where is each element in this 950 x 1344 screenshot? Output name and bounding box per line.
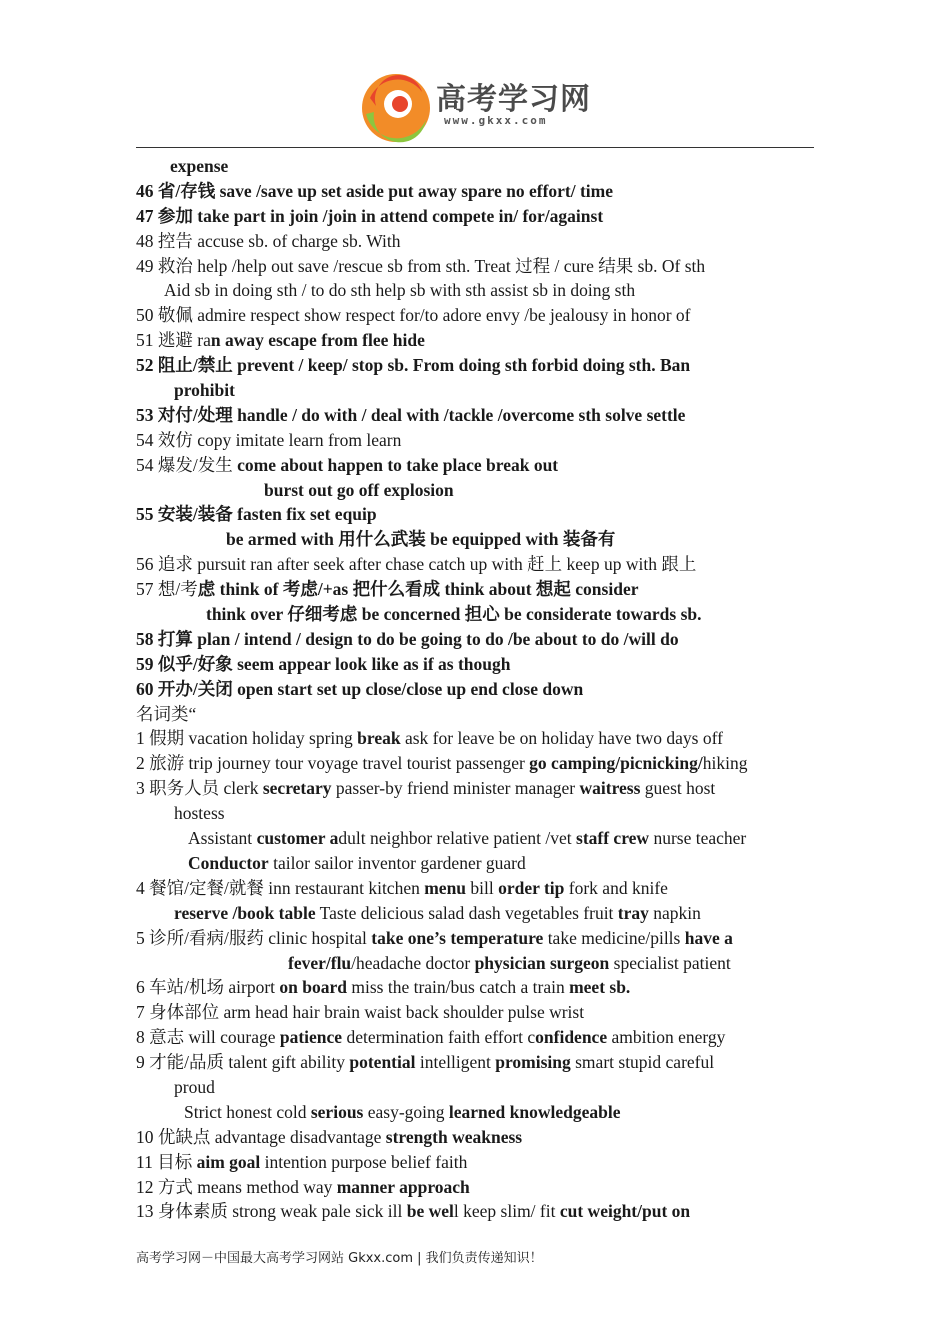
bold-text: 60 开办/关闭 open start set up close/close up end close down — [136, 678, 584, 699]
text-line — [136, 627, 826, 652]
text-line — [136, 1050, 826, 1075]
text-line — [136, 204, 826, 229]
text-line — [136, 851, 826, 876]
text-line — [136, 378, 826, 403]
page-header — [0, 0, 950, 150]
text-line — [136, 751, 826, 776]
text-line — [136, 1000, 826, 1025]
plain-text: 57 想/考 — [136, 579, 198, 600]
plain-text: Taste delicious salad dash vegetables fruit — [315, 902, 618, 923]
bold-text: Conductor — [188, 852, 269, 873]
plain-text: intention purpose belief faith — [260, 1151, 468, 1172]
text-line — [136, 677, 826, 702]
bold-text: come about happen to take place break out — [237, 454, 559, 475]
plain-text: /headache doctor — [351, 952, 475, 973]
plain-text: 56 追求 pursuit ran after seek after chase catch up with 赶上 keep up with 跟上 — [136, 554, 697, 575]
text-line — [136, 1150, 826, 1175]
page-footer: 高考学习网－中国最大高考学习网站 Gkxx.com | 我们负责传递知识！ — [136, 1251, 543, 1266]
bold-text: burst out go off explosion — [264, 479, 454, 500]
bold-text: expense — [170, 156, 229, 176]
text-line — [136, 577, 826, 602]
text-line — [136, 502, 826, 527]
bold-text: learned knowledgeable — [448, 1101, 621, 1122]
plain-text: Assistant — [188, 828, 257, 849]
site-url: www.gkxx.com — [444, 114, 548, 127]
text-line — [136, 403, 826, 428]
plain-text: 54 效仿 copy imitate learn from learn — [136, 429, 402, 450]
text-line — [136, 1199, 826, 1224]
bold-text: break — [357, 728, 401, 749]
text-line — [136, 901, 826, 926]
plain-text: passer-by friend minister manager — [331, 778, 580, 799]
plain-text: 50 敬佩 admire respect show respect for/to adore envy /be jealousy in honor of — [136, 305, 691, 326]
bold-text: serious — [310, 1101, 364, 1122]
text-line — [136, 428, 826, 453]
bold-text: cut weight/put on — [559, 1201, 691, 1222]
plain-text: 9 才能/品质 talent gift ability — [136, 1052, 350, 1073]
bold-text: waitress — [579, 778, 641, 799]
plain-text: l keep slim/ fit — [453, 1201, 560, 1222]
text-line — [136, 527, 826, 552]
plain-text: 10 优缺点 advantage disadvantage — [136, 1126, 386, 1147]
bold-text: 58 打算 plan / intend / design to do be going to do /be about to do /will do — [136, 628, 679, 649]
plain-text: proud — [174, 1076, 215, 1097]
bold-text: on board — [279, 977, 347, 998]
text-line — [136, 1100, 826, 1125]
text-line — [136, 951, 826, 976]
text-line — [136, 602, 826, 627]
text-line — [136, 328, 826, 353]
bold-text: prohibit — [174, 380, 235, 401]
bold-text: tray — [617, 902, 649, 923]
plain-text: 11 目标 — [136, 1151, 197, 1172]
bold-text: menu — [424, 877, 467, 898]
plain-text: hiking — [702, 753, 748, 774]
plain-text: determination faith effort c — [342, 1027, 536, 1048]
text-line — [136, 229, 826, 254]
plain-text: 49 救治 help /help out save /rescue sb from sth. Treat 过程 / cure 结果 sb. Of sth — [136, 255, 706, 276]
bold-text: fever/flu — [288, 952, 352, 973]
plain-text: 6 车站/机场 airport — [136, 977, 280, 998]
text-line — [136, 552, 826, 577]
bold-text: secretary — [262, 778, 332, 799]
text-line — [136, 353, 826, 378]
bold-text: 虑 think of 考虑/+as 把什么看成 think about 想起 consider — [197, 579, 639, 600]
text-line — [136, 776, 826, 801]
plain-text: 7 身体部位 arm head hair brain waist back shoulder pulse wrist — [136, 1002, 585, 1023]
bold-text: 59 似乎/好象 seem appear look like as if as though — [136, 653, 511, 674]
bold-text: 53 对付/处理 handle / do with / deal with /tackle /overcome sth solve settle — [136, 404, 686, 425]
bold-text: physician surgeon — [474, 952, 610, 973]
text-line — [136, 179, 826, 204]
plain-text: 5 诊所/看病/服药 clinic hospital — [136, 927, 372, 948]
plain-text: 1 假期 vacation holiday spring — [136, 728, 358, 749]
plain-text: 13 身体素质 strong weak pale sick ill — [136, 1201, 407, 1222]
plain-text: ambition energy — [607, 1027, 726, 1048]
bold-text: take one’s temperature — [371, 927, 544, 948]
plain-text: 12 方式 means method way — [136, 1176, 337, 1197]
plain-text: fork and knife — [564, 877, 668, 898]
header-divider — [136, 147, 814, 148]
text-line — [136, 652, 826, 677]
text-line — [136, 254, 826, 279]
plain-text: 4 餐馆/定餐/就餐 inn restaurant kitchen — [136, 877, 425, 898]
text-line — [136, 826, 826, 851]
plain-text: 54 爆发/发生 — [136, 454, 238, 475]
bold-text: meet sb. — [569, 977, 631, 998]
plain-text: ask for leave be on holiday have two days off — [400, 728, 723, 749]
text-line — [136, 1175, 826, 1200]
bold-text: aim goal — [196, 1151, 261, 1172]
plain-text: 51 逃避 ra — [136, 330, 211, 351]
plain-text: guest host — [640, 778, 716, 799]
text-line — [136, 478, 826, 503]
bold-text: be armed with 用什么武装 be equipped with 装备有 — [226, 529, 616, 550]
bold-text: strength weakness — [385, 1126, 523, 1147]
bold-text: potential — [349, 1052, 416, 1073]
plain-text: 3 职务人员 clerk — [136, 778, 263, 799]
plain-text: 2 旅游 trip journey tour voyage travel tourist passenger — [136, 753, 530, 774]
plain-text: specialist patient — [609, 952, 731, 973]
text-line — [136, 303, 826, 328]
bold-text: n away escape from flee hide — [210, 330, 425, 351]
plain-text: nurse teacher — [649, 828, 747, 849]
plain-text: easy-going — [363, 1101, 449, 1122]
plain-text: 8 意志 will courage — [136, 1027, 280, 1048]
plain-text: 48 控告 accuse sb. of charge sb. With — [136, 230, 401, 251]
text-line — [136, 926, 826, 951]
text-line — [136, 154, 826, 179]
plain-text: smart stupid careful — [570, 1052, 715, 1073]
document-body — [136, 154, 826, 1224]
site-name: 高考学习网 — [436, 82, 591, 117]
bold-text: 46 省/存钱 save /save up set aside put away spare no effort/ time — [136, 180, 614, 201]
text-line — [136, 1125, 826, 1150]
plain-text: miss the train/bus catch a train — [346, 977, 570, 998]
text-line — [136, 726, 826, 751]
bold-text: order tip — [498, 877, 565, 898]
text-line — [136, 801, 826, 826]
text-line — [136, 1025, 826, 1050]
text-line — [136, 975, 826, 1000]
bold-text: 55 安装/装备 fasten fix set equip — [136, 504, 377, 525]
bold-text: be wel — [406, 1201, 454, 1222]
bold-text: staff crew — [576, 828, 650, 849]
bold-text: go camping/picnicking/ — [529, 753, 703, 774]
bold-text: promising — [495, 1052, 571, 1073]
plain-text: take medicine/pills — [543, 927, 685, 948]
plain-text: dult neighbor relative patient /vet — [338, 828, 577, 849]
logo-icon — [356, 68, 434, 146]
bold-text: have a — [684, 927, 733, 948]
plain-text: hostess — [174, 803, 225, 824]
plain-text: bill — [466, 877, 499, 898]
text-line — [136, 702, 826, 727]
plain-text: 名词类“ — [136, 703, 197, 724]
plain-text: Strict honest cold — [184, 1101, 311, 1122]
bold-text: manner approach — [336, 1176, 470, 1197]
text-line — [136, 453, 826, 478]
bold-text: reserve /book table — [174, 902, 316, 923]
plain-text: napkin — [648, 902, 701, 923]
bold-text: onfidence — [535, 1027, 608, 1048]
bold-text: think over 仔细考虑 be concerned 担心 be considerate towards sb. — [206, 604, 702, 625]
text-line — [136, 1075, 826, 1100]
bold-text: 52 阻止/禁止 prevent / keep/ stop sb. From doing sth forbid doing sth. Ban — [136, 355, 691, 376]
bold-text: customer a — [256, 828, 339, 849]
plain-text: tailor sailor inventor gardener guard — [268, 852, 526, 873]
bold-text: 47 参加 take part in join /join in attend compete in/ for/against — [136, 205, 604, 226]
plain-text: Aid sb in doing sth / to do sth help sb with sth assist sb in doing sth — [164, 280, 636, 301]
bold-text: patience — [279, 1027, 343, 1048]
text-line — [136, 278, 826, 303]
plain-text: intelligent — [415, 1052, 496, 1073]
text-line — [136, 876, 826, 901]
